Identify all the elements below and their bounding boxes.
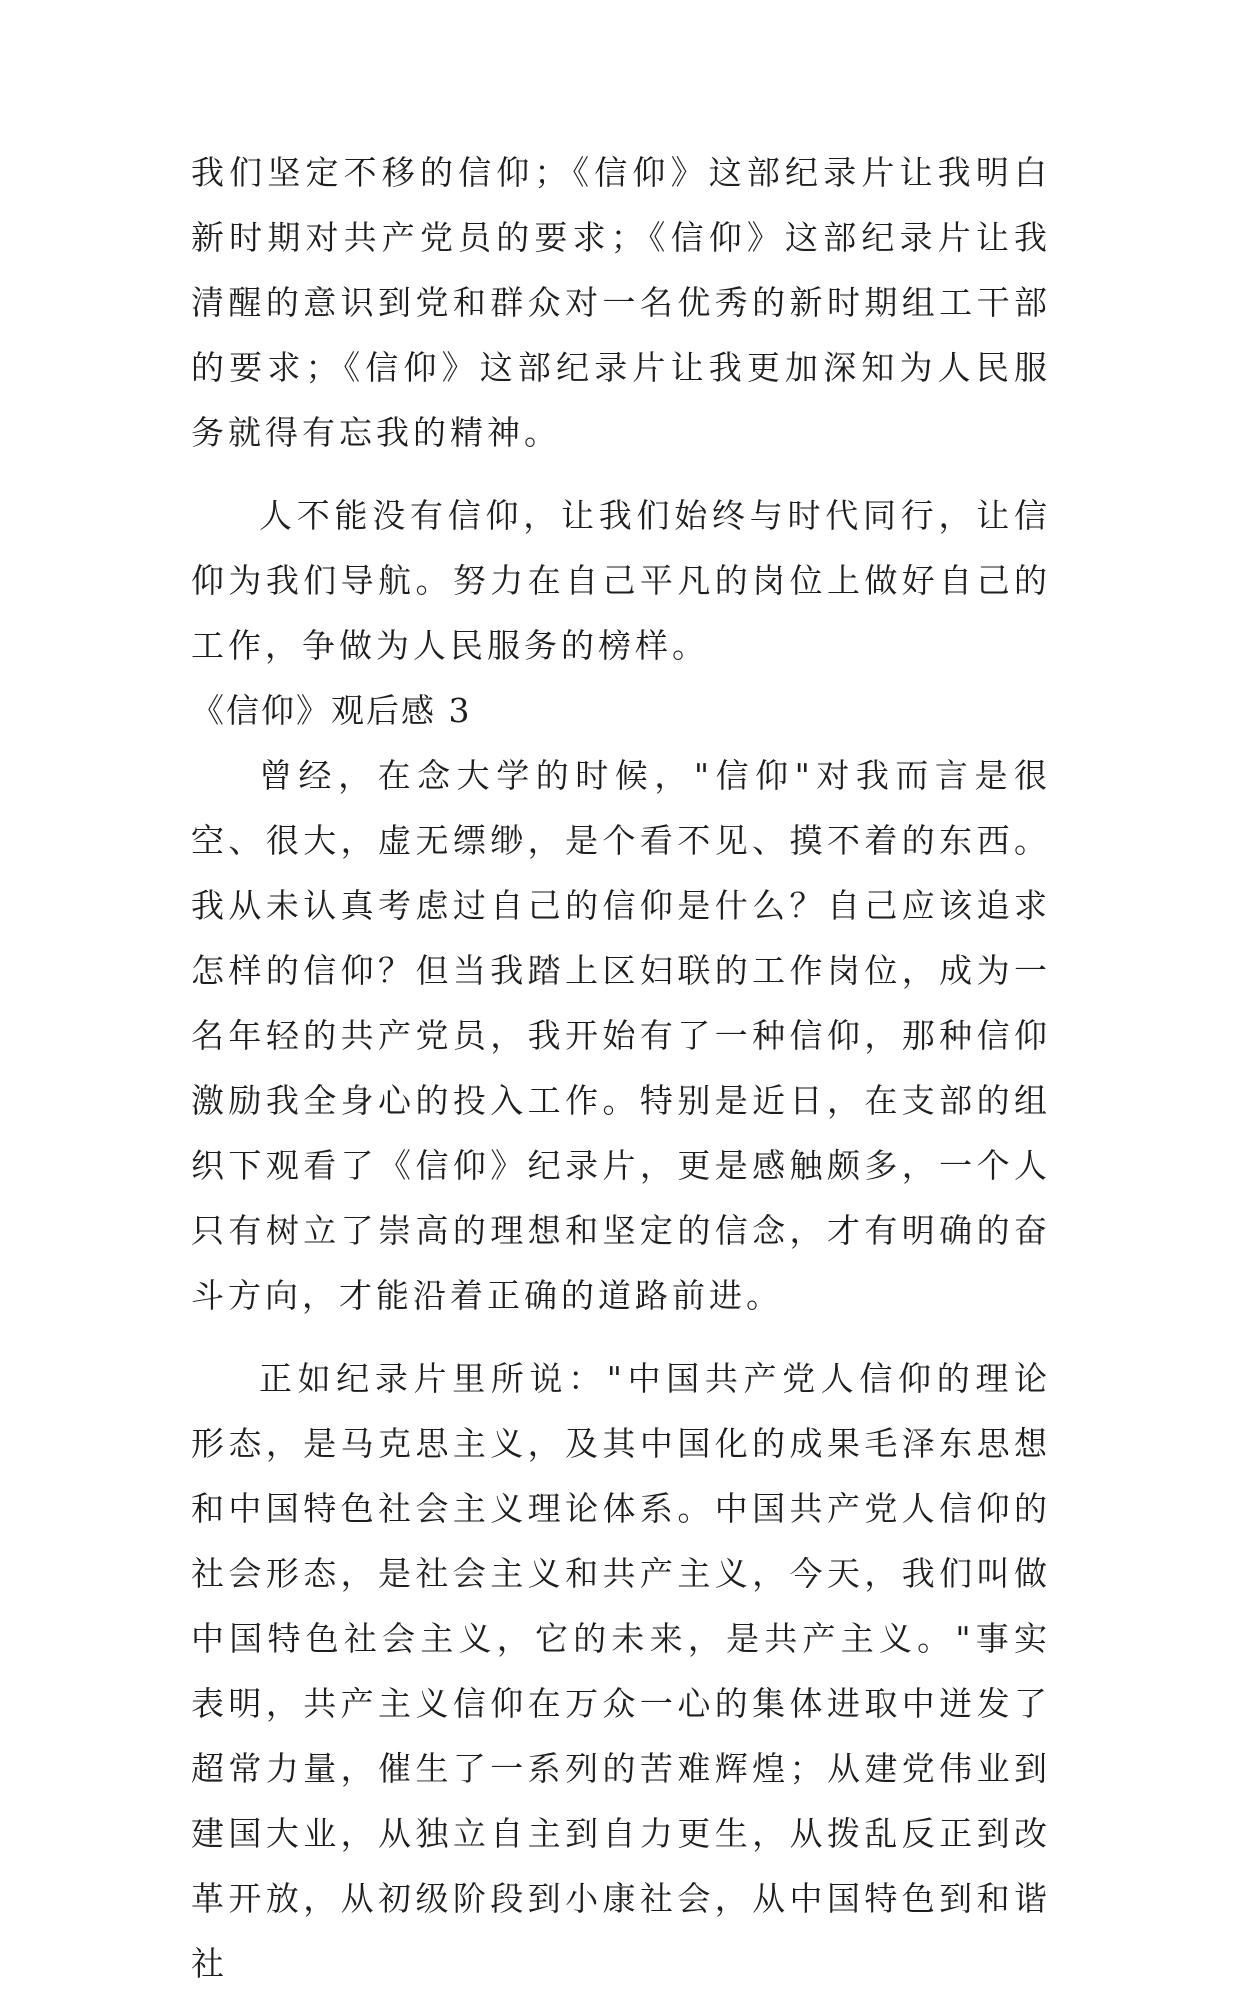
paragraph-continued: 我们坚定不移的信仰；《信仰》这部纪录片让我明白新时期对共产党员的要求；《信仰》这部纪录片让我清醒的意识到党和群众对一名优秀的新时期组工干部的要求；《信仰》这部纪录片让我更加深知为人民服务就得有忘我的精神。 xyxy=(191,153,1051,452)
paragraph-spacer xyxy=(191,465,1051,483)
section-heading: 《信仰》观后感 3 xyxy=(191,691,472,730)
paragraph-section-intro: 曾经，在念大学的时候，"信仰"对我而言是很空、很大，虚无缥缈，是个看不见、摸不着的东西。我从未认真考虑过自己的信仰是什么？自己应该追求怎样的信仰？但当我踏上区妇联的工作岗位，成为一名年轻的共产党员，我开始有了一种信仰，那种信仰激励我全身心的投入工作。特别是近日，在支部的组织下观看了《信仰》纪录片，更是感触颇多，一个人只有树立了崇高的理想和坚定的信念，才有明确的奋斗方向，才能沿着正确的道路前进。 xyxy=(191,756,1051,1315)
document-body xyxy=(191,140,1051,1996)
paragraph-conclusion: 人不能没有信仰，让我们始终与时代同行，让信仰为我们导航。努力在自己平凡的岗位上做好自己的工作，争做为人民服务的榜样。 xyxy=(191,496,1051,665)
paragraph-section-quote: 正如纪录片里所说："中国共产党人信仰的理论形态，是马克思主义，及其中国化的成果毛泽东思想和中国特色社会主义理论体系。中国共产党人信仰的社会形态，是社会主义和共产主义，今天，我们叫做中国特色社会主义，它的未来，是共产主义。"事实表明，共产主义信仰在万众一心的集体进取中迸发了超常力量，催生了一系列的苦难辉煌；从建党伟业到建国大业，从独立自主到自力更生，从拨乱反正到改革开放，从初级阶段到小康社会，从中国特色到和谐社 xyxy=(191,1359,1051,1983)
paragraph-spacer xyxy=(191,1328,1051,1346)
